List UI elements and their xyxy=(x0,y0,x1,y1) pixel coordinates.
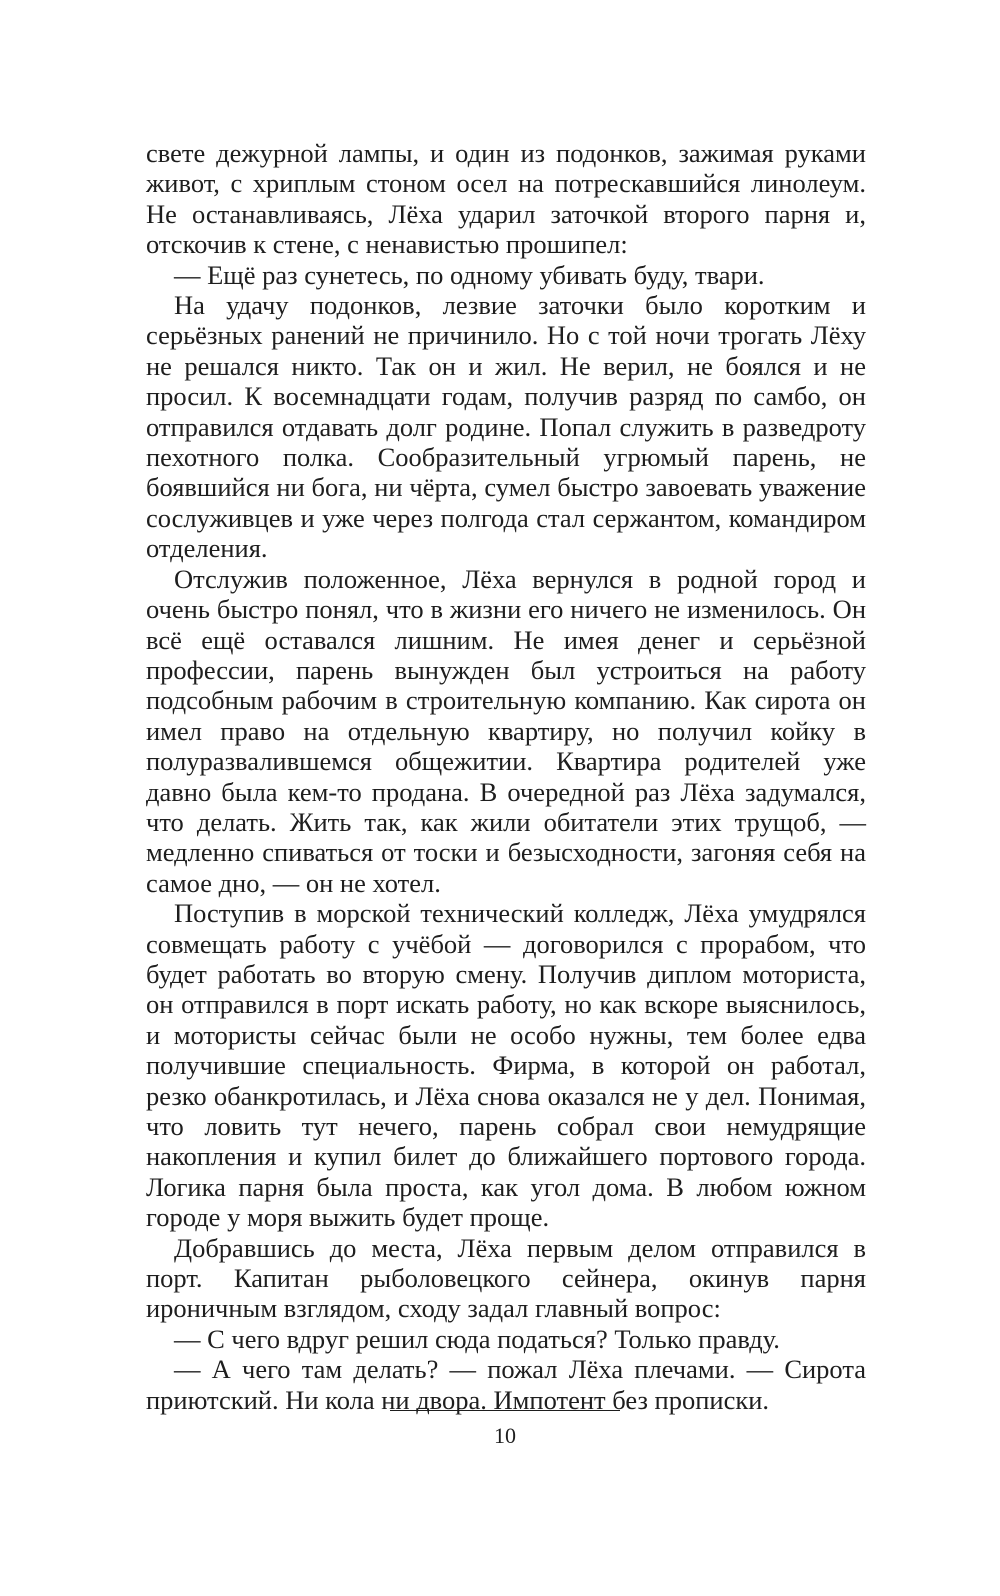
paragraph: Отслужив положенное, Лёха вернулся в родной город и очень быстро понял, что в жизни его ничего не изменилось. Он всё ещё оставался лишним. Не имея денег и серьёзной профессии, парень вынужден был устроиться на работу подсобным рабочим в строительную компанию. Как сирота он имел право на отдельную квартиру, но получил койку в полуразвалившемся общежитии. Квартира родителей уже давно была кем-то продана. В очередной раз Лёха задумался, что делать. Жить так, как жили обитатели этих трущоб, — медленно спиваться от тоски и безысходности, загоняя себя на самое дно, — он не хотел. xyxy=(146,563,866,898)
paragraph: На удачу подонков, лезвие заточки было коротким и серьёзных ранений не причинило. Но с той ночи трогать Лёху не решался никто. Так он и жил. Не верил, не боялся и не просил. К восемнадцати годам, получив разряд по самбо, он отправился отдавать долг родине. Попал служить в разведроту пехотного полка. Сообразительный угрюмый парень, не боявшийся ни бога, ни чёрта, сумел быстро завоевать уважение сослуживцев и уже через полгода стал сержантом, командиром отделения. xyxy=(146,290,866,564)
paragraph-continuation: свете дежурной лампы, и один из подонков, зажимая руками живот, с хриплым стоном осел на потрескавшийся линолеум. Не останавливаясь, Лёха ударил заточкой второго парня и, отскочив к стене, с ненавистью прошипел: xyxy=(146,138,866,260)
paragraph-dialogue: — С чего вдруг решил сюда податься? Только правду. xyxy=(174,1323,780,1354)
paragraph-dialogue: — Ещё раз сунетесь, по одному убивать буду, твари. xyxy=(174,259,765,290)
footer-rule xyxy=(390,1410,620,1411)
page-number: 10 xyxy=(494,1423,516,1448)
paragraph-dialogue: — А чего там делать? — пожал Лёха плечами. — Сирота приютский. Ни кола ни двора. Импотент без прописки. xyxy=(146,1354,866,1415)
paragraph: Поступив в морской технический колледж, Лёха умудрялся совмещать работу с учёбой — договорился с прорабом, что будет работать во вторую смену. Получив диплом моториста, он отправился в порт искать работу, но как вскоре выяснилось, и мотористы сейчас были не особо нужны, тем более едва получившие специальность. Фирма, в которой он работал, резко обанкротилась, и Лёха снова оказался не у дел. Понимая, что ловить тут нечего, парень собрал свои немудрящие накопления и купил билет до ближайшего портового города. Логика парня была проста, как угол дома. В любом южном городе у моря выжить будет проще. xyxy=(146,898,866,1233)
paragraph: Добравшись до места, Лёха первым делом отправился в порт. Капитан рыболовецкого сейнера, окинув парня ироничным взглядом, сходу задал главный вопрос: xyxy=(146,1232,866,1324)
body-text xyxy=(146,138,866,1415)
